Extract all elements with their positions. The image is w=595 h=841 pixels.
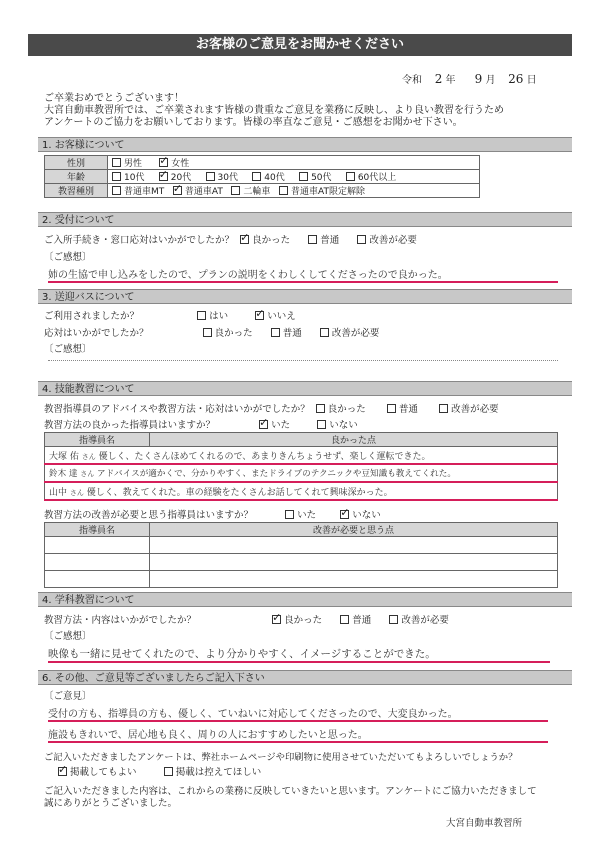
consent-option-decline[interactable] [164,767,262,778]
checkbox-icon[interactable] [316,404,325,413]
date-year[interactable]: 2 [434,72,443,86]
good-instructor-question: 教習方法の良かった指導員はいますか？ [44,420,216,431]
good-point-header: 良かった点 [150,433,558,447]
option-label: はい [209,311,229,322]
date-month[interactable]: 9 [474,72,483,86]
option-label: 良かった [252,235,291,246]
checkbox-checked-icon[interactable] [340,510,349,519]
checkbox-icon[interactable] [308,235,317,244]
reception-question-row [44,232,417,246]
footer-note [44,786,537,810]
academic-comment-label: 〔ご感想〕 [44,631,92,642]
option-label: 良かった [327,404,366,415]
honorific: さん [81,452,96,461]
good-instructor-yes[interactable] [259,420,290,431]
bad-instructor-row [44,507,381,521]
academic-option-good[interactable] [272,615,322,626]
reception-question: ご入所手続き・窓口応対はいかがでしたか？ [44,235,235,246]
instructor-comment: 優しく、たくさんほめてくれるので、あまりきんちょうせず、楽しく運転できた。 [98,451,431,462]
bad-point-header: 改善が必要と思う点 [150,523,558,537]
checkbox-icon[interactable] [317,420,326,429]
footer-line: 誠にありがとうございました。 [44,798,178,809]
option-label: 普通車AT限定解除 [291,187,365,197]
academic-question-row [44,612,449,626]
bus-comment-line[interactable] [48,360,558,361]
bus-service-question: 応対はいかがでしたか？ [44,328,149,339]
checkbox-icon[interactable] [340,615,349,624]
option-label: 40代 [264,173,285,183]
instructor-name: 山中 [49,487,68,498]
option-label: 20代 [170,173,192,183]
consent-options [58,764,261,778]
bus-usage-yes[interactable] [197,311,228,322]
checkbox-icon[interactable] [285,510,294,519]
reception-option-good[interactable] [240,235,290,246]
option-label: 30代 [217,173,238,183]
bus-service-row [44,325,379,339]
table-row[interactable] [45,571,558,588]
bus-option-normal[interactable] [271,328,302,339]
age-option-30s[interactable] [206,173,238,183]
checkbox-icon[interactable] [206,172,215,181]
checkbox-icon[interactable] [197,311,206,320]
bad-instructor-yes[interactable] [285,510,316,521]
option-label: いない [352,510,381,521]
option-label: 50代 [311,173,332,183]
honorific: さん [80,470,95,478]
date-day[interactable]: 26 [508,72,524,86]
option-label: 良かった [284,615,323,626]
good-instructor-row [44,417,358,431]
checkbox-checked-icon[interactable] [259,420,268,429]
checkbox-icon[interactable] [164,767,173,776]
option-label: 改善が必要 [331,328,380,339]
school-signature: 大宮自動車教習所 [446,818,523,829]
table-row [45,464,558,482]
bad-instructor-table [44,522,558,588]
option-label: 改善が必要 [451,404,499,415]
bus-usage-no[interactable] [255,311,296,322]
age-label: 年齢 [45,170,108,184]
bus-usage-row [44,308,296,322]
checkbox-icon[interactable] [252,172,261,181]
gender-label: 性別 [45,156,108,170]
intro-line: アンケートのご協力をお願いしております。皆様の率直なご意見・ご感想をお聞かせ下さい。 [44,117,463,128]
option-label: 良かった [214,328,253,339]
practical-advice-row [44,401,499,415]
bus-comment-label: 〔ご感想〕 [44,344,92,355]
age-option-60s[interactable] [346,173,396,183]
date-line [402,71,582,86]
consent-question: ご記入いただきましたアンケートは、弊社ホームページや印刷物に使用させていただいてもよろしいでしょうか？ [44,752,518,763]
checkbox-icon[interactable] [231,186,240,195]
age-options [108,170,480,184]
age-option-40s[interactable] [252,173,284,183]
customer-info-table [44,155,480,198]
checkbox-checked-icon[interactable] [159,172,168,181]
option-label: 60代以上 [357,173,397,183]
option-label: 改善が必要 [401,615,449,626]
checkbox-icon[interactable] [203,328,212,337]
practical-option-normal[interactable] [387,404,418,415]
bus-option-improve[interactable] [320,328,380,339]
reception-comment-label: 〔ご感想〕 [44,252,92,263]
option-label: いいえ [267,311,296,322]
option-label: 10代 [124,173,145,183]
checkbox-icon[interactable] [387,404,396,413]
checkbox-checked-icon[interactable] [255,311,264,320]
date-era: 令和 [402,75,422,86]
checkbox-icon[interactable] [112,172,121,181]
section-other-heading: 6. その他、ご意見等ございましたらご記入下さい [38,670,572,685]
checkbox-icon[interactable] [320,328,329,337]
option-label: 掲載は控えてほしい [175,767,262,778]
staff-name-header: 指導員名 [45,523,150,537]
checkbox-icon[interactable] [389,615,398,624]
practical-advice-question: 教習指導員のアドバイスや教習方法・応対はいかがでしたか？ [44,404,310,415]
section-customer-heading: 1. お客様について [38,137,572,152]
other-comment-label: 〔ご意見〕 [44,691,92,702]
gender-option-male[interactable] [112,159,142,169]
checkbox-checked-icon[interactable] [240,235,249,244]
checkbox-icon[interactable] [299,172,308,181]
checkbox-checked-icon[interactable] [173,186,182,195]
good-instructor-row-3[interactable] [45,482,558,500]
option-label: 掲載してもよい [70,767,137,778]
honorific: さん [69,488,84,497]
course-option-at[interactable] [173,187,223,197]
option-label: いた [271,420,291,431]
option-label: 改善が必要 [369,235,417,246]
checkbox-icon[interactable] [112,186,121,195]
academic-comment[interactable]: 映像も一緒に見せてくれたので、より分かりやすく、イメージすることができた。 [48,646,550,663]
academic-option-improve[interactable] [389,615,449,626]
option-label: 二輪車 [243,187,271,197]
option-label: 普通車AT [184,187,223,197]
intro-line: 大宮自動車教習所では、ご卒業されます皆様の貴重なご意見を業務に反映し、より良い教習を行うため [44,105,504,116]
checkbox-checked-icon[interactable] [272,615,281,624]
table-row [45,482,558,500]
checkbox-icon[interactable] [279,186,288,195]
other-comment-line-1[interactable]: 受付の方も、指導員の方も、優しく、ていねいに対応してくださったので、大変良かった。 [48,705,548,722]
checkbox-icon[interactable] [357,235,366,244]
checkbox-icon[interactable] [346,172,355,181]
footer-line: ご記入いただきました内容は、これからの業務に反映していきたいと思います。アンケートにご協力いただきまして [44,786,537,797]
practical-option-good[interactable] [316,404,366,415]
academic-option-normal[interactable] [340,615,371,626]
bus-usage-question: ご利用されましたか？ [44,311,140,322]
table-row[interactable] [45,554,558,571]
age-option-10s[interactable] [112,173,144,183]
consent-option-allow[interactable] [58,767,137,778]
checkbox-icon[interactable] [439,404,448,413]
good-instructor-row-2[interactable] [45,464,558,482]
checkbox-icon[interactable] [271,328,280,337]
academic-question: 教習方法・内容はいかがでしたか？ [44,615,197,626]
option-label: 普通車MT [124,187,165,197]
bad-instructor-no[interactable] [340,510,381,521]
option-label: 男性 [124,159,143,169]
date-month-unit: 月 [485,75,496,86]
course-type-options [108,184,480,198]
date-day-unit: 日 [526,75,537,86]
option-label: 普通 [352,615,372,626]
bad-instructor-question: 教習方法の改善が必要と思う指導員はいますか？ [44,510,254,521]
reception-option-normal[interactable] [308,235,339,246]
instructor-name: 大塚 佑 [49,451,79,462]
staff-name-header: 指導員名 [45,433,150,447]
section-academic-heading: 4. 学科教習について [38,592,572,607]
instructor-comment: 優しく、教えてくれた。車の経験をたくさんお話してくれて興味深かった。 [86,487,393,498]
practical-option-improve[interactable] [439,404,499,415]
option-label: いた [297,510,317,521]
date-year-unit: 年 [445,75,456,86]
course-option-motorcycle[interactable] [231,187,270,197]
checkbox-checked-icon[interactable] [58,767,67,776]
bus-option-good[interactable] [203,328,253,339]
option-label: 女性 [171,159,190,169]
option-label: 普通 [282,328,302,339]
option-label: いない [329,420,358,431]
intro-text [44,93,504,129]
other-comment-line-2[interactable]: 施設もきれいで、居心地も良く、周りの人におすすめしたいと思った。 [48,726,548,743]
checkbox-checked-icon[interactable] [159,158,168,167]
reception-comment[interactable]: 姉の生協で申し込みをしたので、プランの説明をくわしくしてくださったので良かった。 [48,266,558,283]
course-type-label: 教習種別 [45,184,108,198]
course-option-mt[interactable] [112,187,164,197]
instructor-comment: アドバイスが適かくで、分かりやすく、またドライブのテクニックや豆知識も教えてくれた。 [96,469,456,479]
good-instructor-row-1[interactable] [45,447,558,465]
section-practical-heading: 4. 技能教習について [38,381,572,396]
section-bus-heading: 3. 送迎バスについて [38,289,572,304]
form-title: お客様のご意見をお聞かせください [28,34,572,56]
reception-option-improve[interactable] [357,235,417,246]
good-instructor-table [44,432,558,501]
option-label: 普通 [398,404,418,415]
good-instructor-no[interactable] [317,420,358,431]
age-option-50s[interactable] [299,173,331,183]
table-row[interactable] [45,537,558,554]
option-label: 普通 [320,235,340,246]
section-reception-heading: 2. 受付について [38,212,572,227]
intro-line: ご卒業おめでとうございます！ [44,93,184,104]
checkbox-icon[interactable] [112,158,121,167]
table-row [45,447,558,465]
instructor-name: 鈴木 達 [49,469,78,479]
course-option-at-release[interactable] [279,187,365,197]
